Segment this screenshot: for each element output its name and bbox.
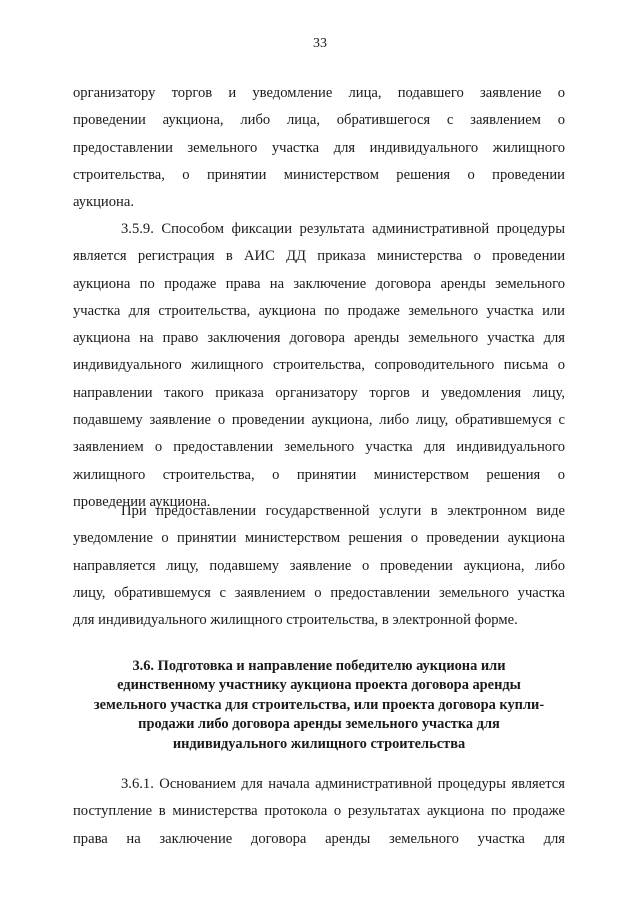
heading-line: продажи либо договора аренды земельного участка для <box>138 716 500 733</box>
paragraph-3-5-9 <box>73 216 565 516</box>
text-line: 3.6.1. Основанием для начала административной процедуры является <box>121 776 565 792</box>
text-line: 3.5.9. Способом фиксации результата административной процедуры <box>121 221 565 237</box>
page-number: 33 <box>313 36 327 51</box>
paragraph-continuation <box>73 80 565 216</box>
text-line: аукциона. <box>73 194 134 211</box>
text-line: поступление в министерства протокола о результатах аукциона по продаже <box>73 803 565 820</box>
text-line: для индивидуального жилищного строительства, в электронной форме. <box>73 612 518 629</box>
text-line: проведении аукциона, либо лица, обратившегося с заявлением о <box>73 112 565 129</box>
text-line: проведении аукциона. <box>73 493 211 510</box>
text-line: строительства, о принятии министерством решения о проведении <box>73 166 565 183</box>
text-line: При предоставлении государственной услуги в электронном виде <box>121 503 565 519</box>
paragraph-3-6-1 <box>73 771 565 853</box>
text-line: права на заключение договора аренды земельного участка для <box>73 830 565 847</box>
text-line: аукциона на право заключения договора аренды земельного участка для <box>73 330 565 347</box>
heading-line: индивидуального жилищного строительства <box>172 735 466 752</box>
text-line: аукциона по продаже права на заключение договора аренды земельного <box>73 275 565 292</box>
text-line: индивидуального жилищного строительства, сопроводительного письма о <box>73 357 565 374</box>
heading-line: земельного участка для строительства, или проекта договора купли- <box>93 696 545 713</box>
text-line: жилищного строительства, о принятии министерством решения о <box>73 466 565 483</box>
text-line: заявлением о предоставлении земельного участка для индивидуального <box>73 439 565 456</box>
text-line: является регистрация в АИС ДД приказа министерства о проведении <box>73 248 565 265</box>
heading-line: единственному участнику аукциона проекта договора аренды <box>117 677 521 694</box>
text-line: лицу, обратившемуся с заявлением о предоставлении земельного участка <box>73 584 565 601</box>
text-line: подавшему заявление о проведении аукциона, либо лицу, обратившемуся с <box>73 412 565 429</box>
text-line: направляется лицу, подавшему заявление о проведении аукциона, либо <box>73 557 565 574</box>
text-line: участка для строительства, аукциона по продаже земельного участка или <box>73 302 565 319</box>
section-heading <box>73 657 565 754</box>
text-line: предоставлении земельного участка для индивидуального жилищного <box>73 139 565 156</box>
paragraph-electronic-notice <box>73 498 565 634</box>
text-line: уведомление о принятии министерством решения о проведении аукциона <box>73 530 565 547</box>
text-line: направлении такого приказа организатору торгов и уведомления лицу, <box>73 384 565 401</box>
text-line: организатору торгов и уведомление лица, подавшего заявление о <box>73 85 565 101</box>
heading-line: 3.6. Подготовка и направление победителю аукциона или <box>132 658 506 674</box>
